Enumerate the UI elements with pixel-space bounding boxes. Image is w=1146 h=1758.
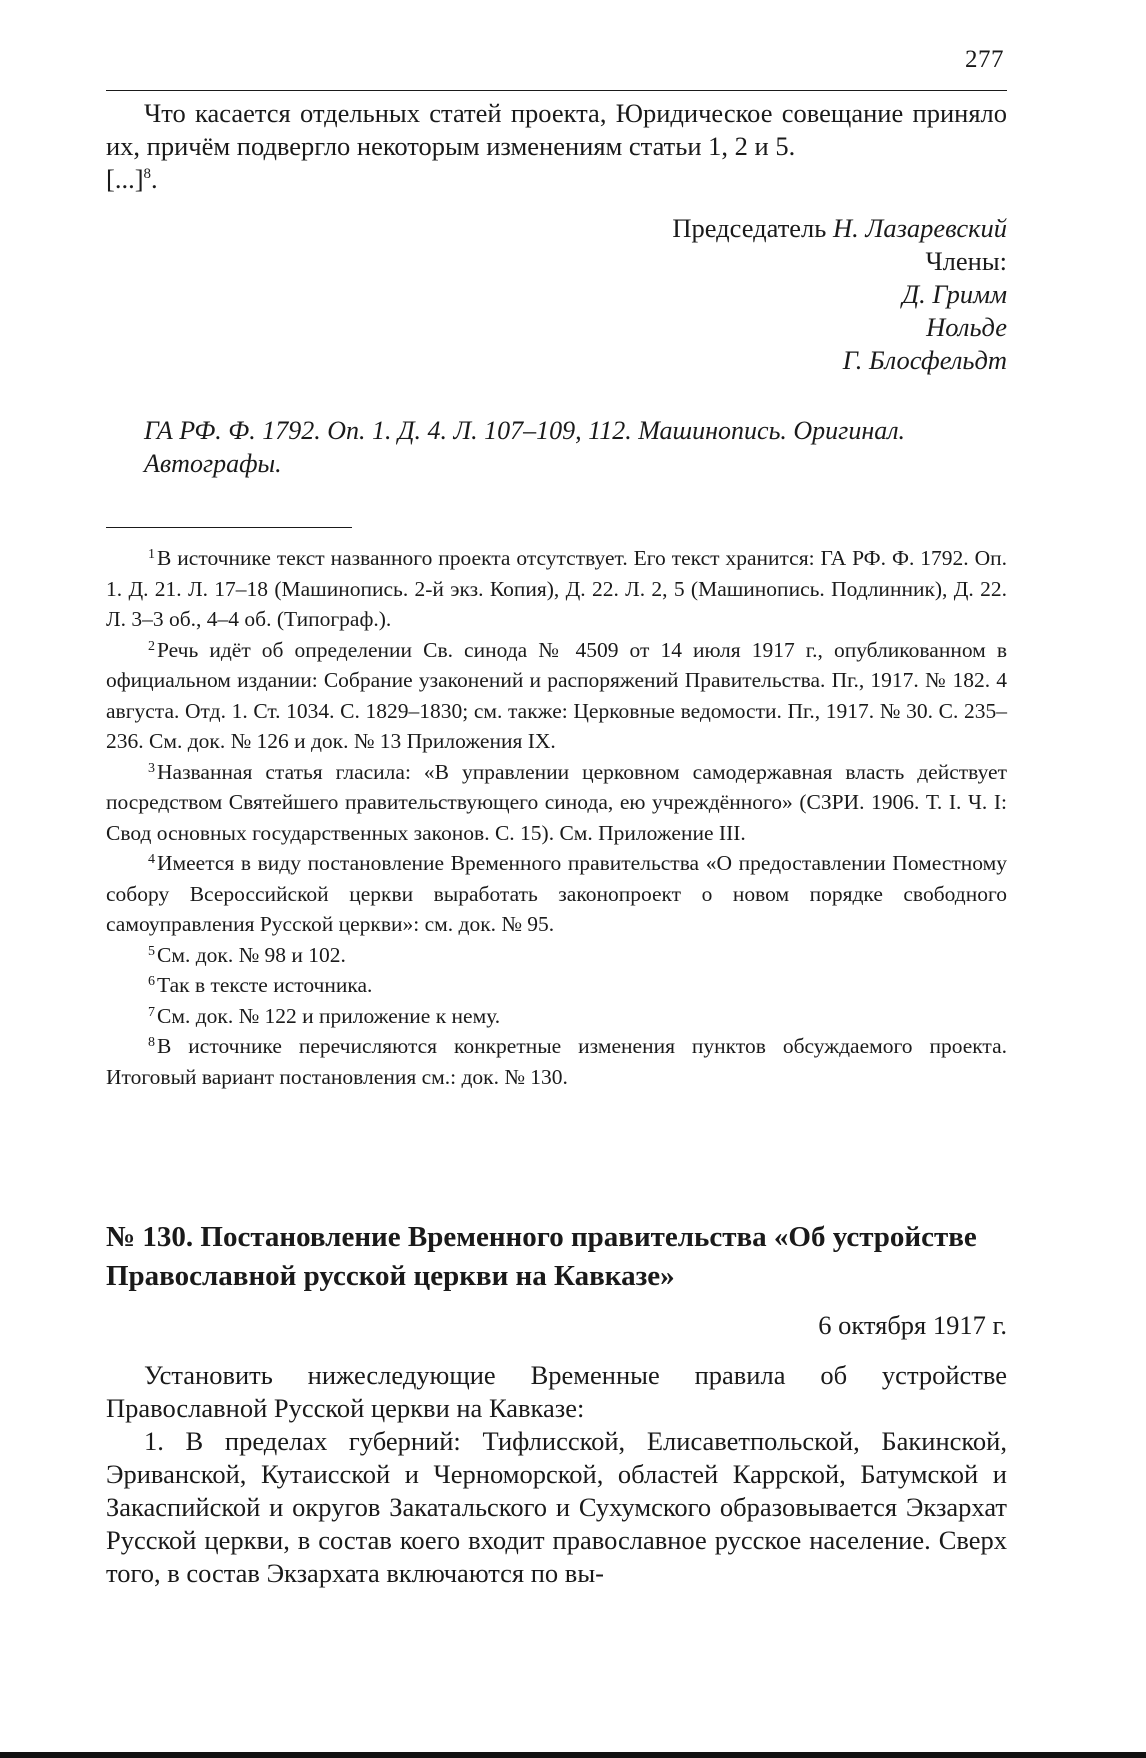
intro-paragraph bbox=[106, 97, 1007, 196]
document-heading: № 130. Постановление Временного правительства «Об устройстве Православной русской церкви на Кавказе» bbox=[106, 1221, 977, 1292]
members-label: Члены: bbox=[925, 246, 1007, 276]
footnote-separator bbox=[106, 527, 352, 528]
footnote-item: $^8$В источнике перечисляются конкретные изменения пунктов обсуждаемого проекта. Итоговый вариант постановления см.: док. № 130. bbox=[106, 1034, 1007, 1089]
footnote-item: $^1$В источнике текст названного проекта отсутствует. Его текст хранится: ГА РФ. Ф. 1792. Оп. 1. Д. 21. Л. 17–18 (Машинопись. 2-й экз. Копия), Д. 22. Л. 2, 5 (Машинопись. Подлинник), Д. 22. Л. 3–3 об., 4–4 об. (Типограф.). bbox=[106, 546, 1007, 631]
footnote-item: $^3$Названная статья гласила: «В управлении церковном самодержавная власть действует посредством Святейшего правительствующего синода, ею учреждённого» (СЗРИ. 1906. Т. I. Ч. I: Свод основных государственных законов. С. 15). См. Приложение III. bbox=[106, 759, 1007, 845]
document-paragraph: 1. В пределах губерний: Тифлисской, Елисаветпольской, Бакинской, Эриванской, Кутаисской и Черноморской, областей Каррской, Батумской и Закаспийской и округов Закатальского и Сухумского образовывается Экзархат Русской церкви, в состав коего входит православное русское население. Сверх того, в состав Экзархата включаются по вы- bbox=[106, 1426, 1007, 1588]
document-body bbox=[106, 1359, 1007, 1590]
document-paragraph: Установить нижеследующие Временные правила об устройстве Православной Русской церкви на Кавказе: bbox=[106, 1360, 1007, 1423]
footnote-item: $^4$Имеется в виду постановление Временного правительства «О предоставлении Поместному собору Всероссийской церкви выработать законопроект о новом порядке свободного самоуправления Русской церкви»: см. док. № 95. bbox=[106, 851, 1007, 936]
member-name: Нольде bbox=[926, 312, 1007, 342]
signatures-block bbox=[106, 212, 1007, 377]
header-rule bbox=[106, 90, 1007, 91]
footnote-item: $^7$См. док. № 122 и приложение к нему. bbox=[148, 1003, 501, 1028]
chair-label: Председатель bbox=[672, 213, 827, 243]
footnote-item: $^5$См. док. № 98 и 102. bbox=[148, 942, 346, 967]
member-name: Д. Гримм bbox=[902, 279, 1007, 309]
scan-edge bbox=[0, 1752, 1146, 1758]
document-date: 6 октября 1917 г. bbox=[818, 1310, 1007, 1340]
intro-period: . bbox=[151, 164, 158, 194]
member-name: Г. Блосфельдт bbox=[842, 345, 1007, 375]
page-number: 277 bbox=[965, 46, 1004, 73]
footnote-ref-8: 8 bbox=[143, 166, 152, 182]
chair-line bbox=[106, 212, 1007, 245]
footnotes-list bbox=[106, 543, 1007, 1092]
chair-name: Н. Лазаревский bbox=[833, 213, 1007, 243]
intro-text: Что касается отдельных статей проекта, Юридическое совещание приняло их, причём подвергло некоторым изменениям статьи 1, 2 и 5. bbox=[106, 98, 1007, 161]
intro-ellipsis: [...] bbox=[106, 164, 144, 194]
footnote-item: $^2$Речь идёт об определении Св. синода № 4509 от 14 июля 1917 г., опубликованном в официальном издании: Собрание узаконений и распоряжений Правительства. Пг., 1917. № 182. 4 августа. Отд. 1. Ст. 1034. С. 1829–1830; см. также: Церковные ведомости. Пг., 1917. № 30. С. 235–236. См. док. № 126 и док. № 13 Приложения IX. bbox=[106, 637, 1007, 753]
archive-reference: ГА РФ. Ф. 1792. Оп. 1. Д. 4. Л. 107–109, 112. Машинопись. Оригинал. Автографы. bbox=[144, 416, 906, 478]
footnote-item: $^6$Так в тексте источника. bbox=[148, 973, 373, 997]
